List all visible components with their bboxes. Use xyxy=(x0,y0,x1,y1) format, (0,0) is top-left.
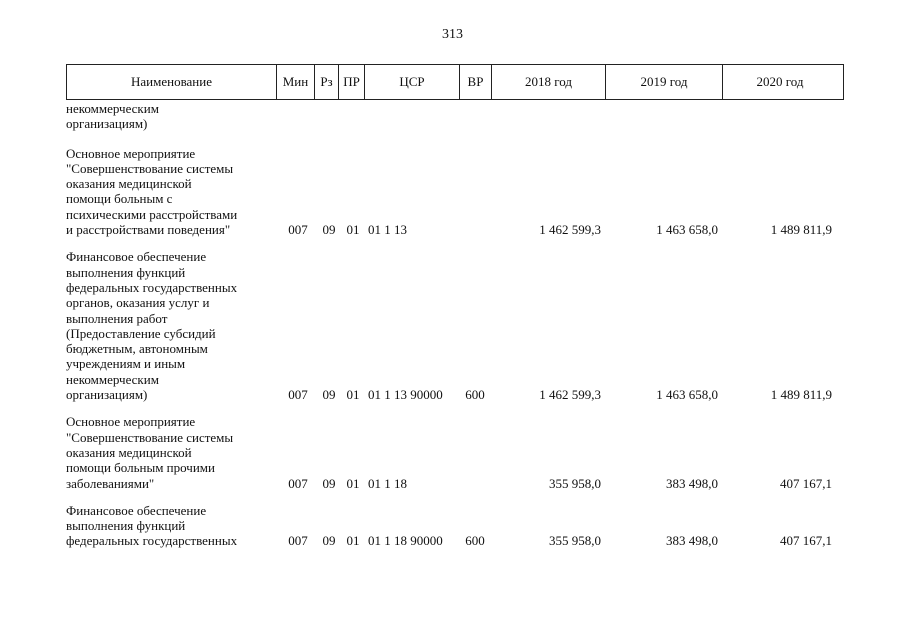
cell-rz: 09 xyxy=(322,222,336,238)
table-row xyxy=(66,414,844,490)
header-2019: 2019 год xyxy=(606,65,723,99)
name-line: Финансовое обеспечение xyxy=(66,502,207,518)
cell-min: 007 xyxy=(288,475,308,491)
name-line: выполнения функций xyxy=(66,518,186,534)
cell-name xyxy=(66,503,276,549)
cell-2018: 1 462 599,3 xyxy=(539,387,601,403)
name-line: заболеваниями" xyxy=(66,475,155,491)
cell-2018: 355 958,0 xyxy=(549,533,601,549)
name-line: органов, оказания услуг и xyxy=(66,295,210,311)
header-pr: ПР xyxy=(339,65,365,99)
cell-2018: 1 462 599,3 xyxy=(539,222,601,238)
cell-vr: 600 xyxy=(465,533,485,549)
cell-rz: 09 xyxy=(322,387,336,403)
cell-csr: 01 1 18 90000 xyxy=(368,533,443,549)
cell-name xyxy=(66,249,276,402)
cell-rz: 09 xyxy=(322,533,336,549)
name-line: оказания медицинской xyxy=(66,176,192,192)
header-rz: Рз xyxy=(315,65,339,99)
cell-2019: 383 498,0 xyxy=(666,475,718,491)
name-line: Финансовое обеспечение xyxy=(66,249,207,265)
header-name: Наименование xyxy=(67,65,277,99)
header-2020: 2020 год xyxy=(756,74,804,89)
name-line: Основное мероприятие xyxy=(66,145,196,161)
cell-csr: 01 1 13 xyxy=(368,222,407,238)
table-body xyxy=(66,101,844,561)
table-row xyxy=(66,146,844,238)
cell-2020: 1 489 811,9 xyxy=(770,222,832,238)
cell-pr: 01 xyxy=(346,533,360,549)
cell-2019: 383 498,0 xyxy=(666,533,718,549)
cell-pr: 01 xyxy=(346,387,360,403)
cell-min: 007 xyxy=(288,533,308,549)
cell-rz: 09 xyxy=(322,475,336,491)
cell-2020: 1 489 811,9 xyxy=(770,387,832,403)
name-line: организациям) xyxy=(66,387,148,403)
name-line: помощи больным прочими xyxy=(66,460,215,476)
table-row xyxy=(66,503,844,549)
name-line: бюджетным, автономным xyxy=(66,341,208,357)
name-line: некоммерческим xyxy=(66,371,159,387)
header-2018: 2018 год xyxy=(492,65,606,99)
name-line: психическими расстройствами xyxy=(66,206,238,222)
name-line: некоммерческим xyxy=(66,101,159,116)
name-line: выполнения работ xyxy=(66,310,168,326)
cell-name xyxy=(66,101,276,132)
page-number: 313 xyxy=(442,27,463,42)
name-line: учреждениям и иным xyxy=(66,356,186,372)
header-vr: ВР xyxy=(460,65,492,99)
name-line: и расстройствами поведения" xyxy=(66,222,231,238)
name-line: оказания медицинской xyxy=(66,444,192,460)
name-line: помощи больным с xyxy=(66,191,173,207)
table-header xyxy=(66,64,844,100)
cell-name xyxy=(66,146,276,238)
cell-2018: 355 958,0 xyxy=(549,475,601,491)
name-line: (Предоставление субсидий xyxy=(66,325,216,341)
cell-vr: 600 xyxy=(465,387,485,403)
table-row xyxy=(66,101,844,132)
name-line: "Совершенствование системы xyxy=(66,429,234,445)
cell-pr: 01 xyxy=(346,475,360,491)
cell-2019: 1 463 658,0 xyxy=(656,222,718,238)
cell-pr: 01 xyxy=(346,222,360,238)
cell-min: 007 xyxy=(288,387,308,403)
name-line: Основное мероприятие xyxy=(66,414,196,430)
cell-csr: 01 1 13 90000 xyxy=(368,387,443,403)
name-line: выполнения функций xyxy=(66,264,186,280)
cell-name xyxy=(66,414,276,490)
cell-2019: 1 463 658,0 xyxy=(656,387,718,403)
cell-2020: 407 167,1 xyxy=(780,533,832,549)
header-min: Мин xyxy=(277,65,315,99)
cell-min: 007 xyxy=(288,222,308,238)
cell-csr: 01 1 18 xyxy=(368,475,407,491)
table-row xyxy=(66,249,844,402)
name-line: федеральных государственных xyxy=(66,279,238,295)
name-line: федеральных государственных xyxy=(66,533,238,549)
header-csr: ЦСР xyxy=(365,65,460,99)
cell-2020: 407 167,1 xyxy=(780,475,832,491)
name-line: "Совершенствование системы xyxy=(66,160,234,176)
name-line: организациям) xyxy=(66,116,148,132)
